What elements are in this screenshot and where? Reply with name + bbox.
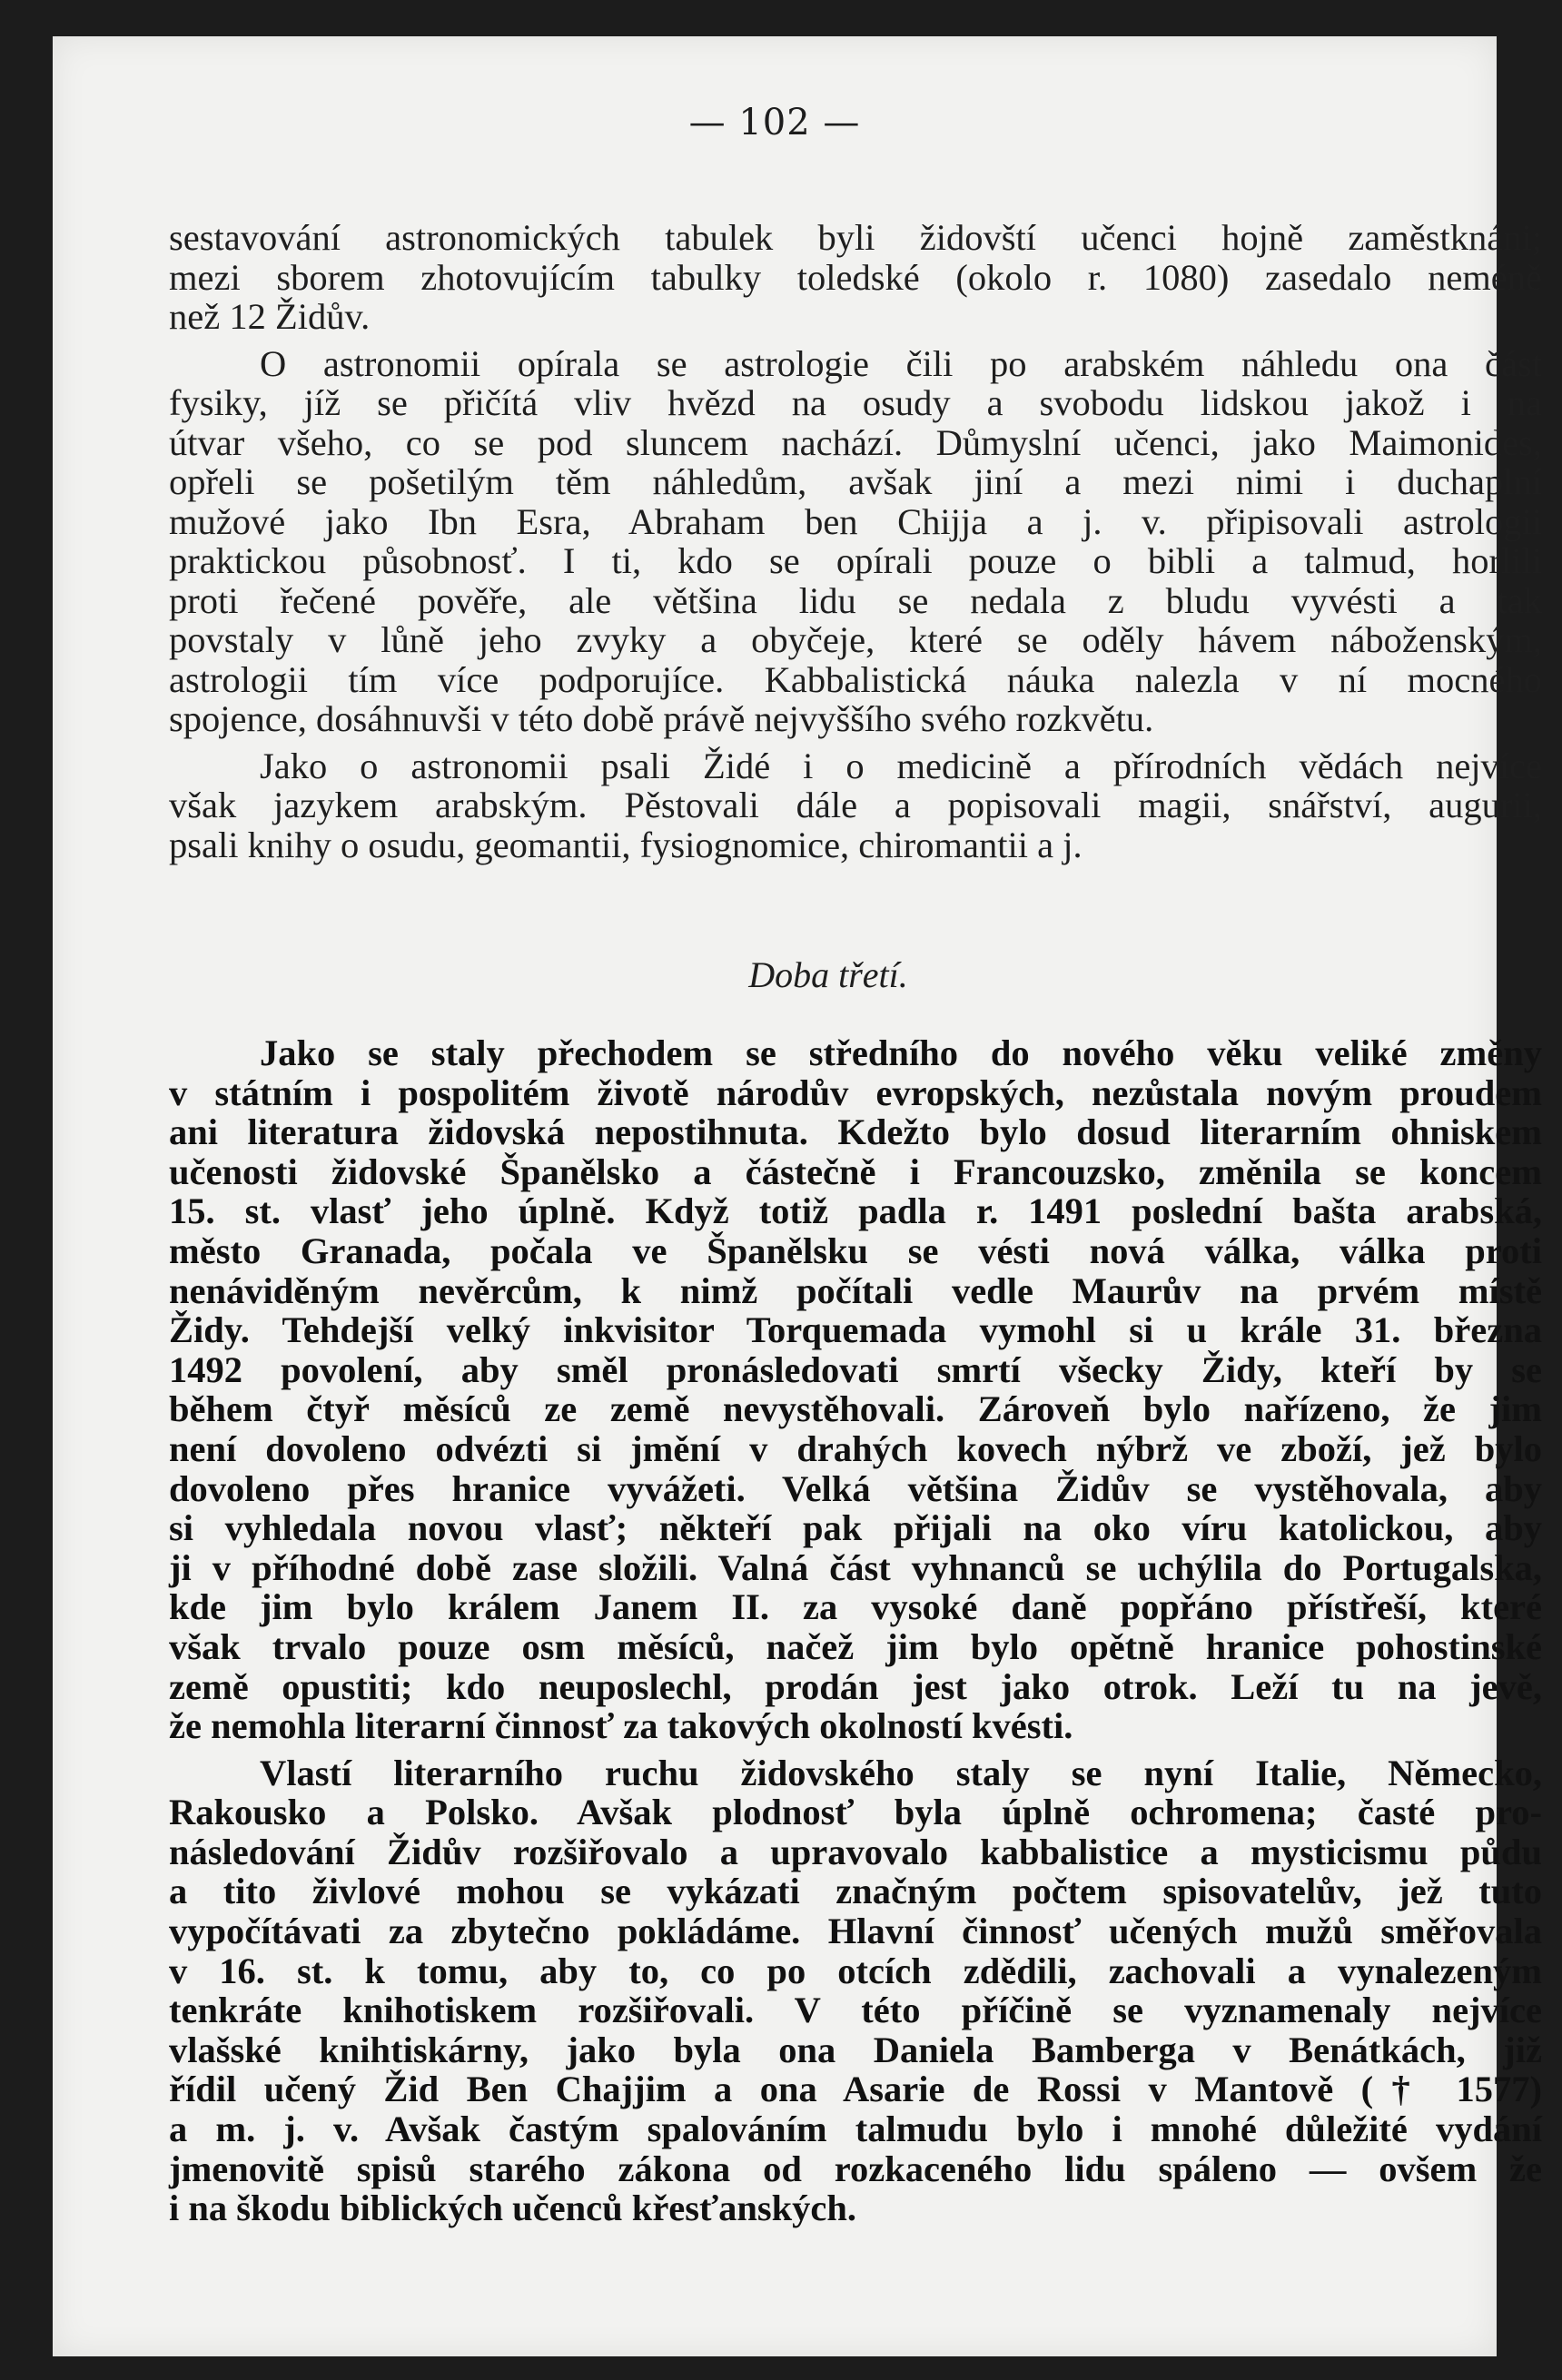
lower-text-block <box>169 1033 1542 2228</box>
text-line: povstaly v lůně jeho zvyky a obyčeje, které se oděly hávem náboženským, <box>169 619 1542 660</box>
page-number: — 102 — <box>688 102 861 143</box>
text-line: praktickou působnosť. I ti, kdo se opírali pouze o bibli a talmud, horlili <box>169 540 1542 581</box>
section-heading: Doba třetí. <box>748 954 908 995</box>
text-line: psali knihy o osudu, geomantii, fysiognomice, chiromantii a j. <box>169 824 1083 865</box>
text-line: než 12 Židův. <box>169 296 371 337</box>
text-line: si vyhledala novou vlasť; někteří pak přijali na oko víru katolickou, aby <box>169 1507 1542 1549</box>
text-line: mezi sborem zhotovujícím tabulky toledské (okolo r. 1080) zasedalo neméně <box>169 256 1542 298</box>
text-line: město Granada, počala ve Španělsku se vésti nová válka, válka proti <box>169 1230 1542 1271</box>
text-line: není dovoleno odvézti si jmění v drahých kovech nýbrž ve zboží, jež bylo <box>169 1427 1542 1469</box>
book-page <box>53 36 1542 2356</box>
text-line: však jazykem arabským. Pěstovali dále a popisovali magii, snářství, augurii, <box>169 785 1542 825</box>
text-line: útvar všeho, co se pod sluncem nachází. Důmyslní učenci, jako Maimonides, <box>169 421 1542 463</box>
text-line: Vlastí literarního ruchu židovského staly se nyní Italie, Německo, <box>260 1752 1542 1793</box>
text-line: následování Židův rozšiřovalo a upravovalo kabbalistice a mysticismu půdu <box>169 1831 1542 1872</box>
text-line: v státním i pospolitém životě národův evropských, nezůstala novým proudem <box>169 1071 1542 1113</box>
paragraph <box>169 1753 1542 2228</box>
text-line: v 16. st. k tomu, aby to, co po otcích zdědili, zachovali a vynalezeným <box>169 1950 1542 1991</box>
text-line: však trvalo pouze osm měsíců, načež jim bylo opětně hranice pohostinské <box>169 1625 1542 1667</box>
text-line: sestavování astronomických tabulek byli židovští učenci hojně zaměstknáni; <box>169 217 1542 258</box>
text-line: vlašské knihtiskárny, jako byla ona Daniela Bamberga v Benátkách, již <box>169 2029 1542 2070</box>
text-line: Židy. Tehdejší velký inkvisitor Torquemada vymohl si u krále 31. března <box>169 1309 1542 1351</box>
text-line: ani literatura židovská nepostihnuta. Kdežto bylo dosud literarním ohniskem <box>169 1111 1542 1153</box>
text-line: opřeli se pošetilým těm náhledům, avšak jiní a mezi nimi i duchaplní <box>169 461 1542 502</box>
text-line: tenkráte knihotiskem rozšiřovali. V této příčině se vyznamenaly nejvíce <box>169 1990 1542 2031</box>
text-line: učenosti židovské Španělsko a částečně i Francouzsko, změnila se koncem <box>169 1150 1542 1192</box>
text-line: astrologii tím více podporujíce. Kabbalistická náuka nalezla v ní mocného <box>169 658 1542 700</box>
text-line: během čtyř měsíců ze země nevystěhovali. Zároveň bylo nařízeno, že jim <box>169 1388 1542 1430</box>
paragraph <box>169 344 1542 739</box>
text-line: proti řečené pověře, ale většina lidu se nedala z bludu vyvésti a tak <box>169 579 1542 621</box>
text-line: nenáviděným nevěrcům, k nimž počítali vedle Maurův na prvém místě <box>169 1269 1542 1311</box>
text-line: a m. j. v. Avšak častým spalováním talmudu bylo i mnohé důležité vydání <box>169 2108 1542 2150</box>
text-line: a tito živlové mohou se vykázati značným počtem spisovatelův, jež tuto <box>169 1871 1542 1912</box>
text-line: 15. st. vlasť jeho úplně. Když totiž padla r. 1491 poslední bašta arabská, <box>169 1190 1542 1232</box>
text-line: 1492 povolení, aby směl pronásledovati smrtí všecky Židy, kteří by se <box>169 1348 1542 1390</box>
text-line: spojence, dosáhnuvši v této době právě nejvyššího svého rozkvětu. <box>169 698 1154 739</box>
text-line: země opustiti; kdo neuposlechl, prodán jest jako otrok. Leží tu na jevě, <box>169 1665 1542 1707</box>
text-line: kde jim bylo králem Janem II. za vysoké daně popřáno přístřeší, které <box>169 1586 1542 1628</box>
text-line: Rakousko a Polsko. Avšak plodnosť byla úplně ochromena; časté pro- <box>169 1792 1542 1833</box>
text-line: řídil učený Žid Ben Chajjim a ona Asarie de Rossi v Mantově († 1577) <box>169 2069 1542 2110</box>
text-line: Jako o astronomii psali Židé i o medicině a přírodních vědách nejvíce <box>260 745 1542 786</box>
paragraph <box>169 1033 1542 1746</box>
text-line: i na škodu biblických učenců křesťanských. <box>169 2187 857 2229</box>
paragraph <box>169 746 1542 865</box>
text-line: že nemohla literarní činnosť za takových okolností kvésti. <box>169 1705 1073 1747</box>
text-line: vypočítávati za zbytečno pokládáme. Hlavní činnosť učených mužů směřovala <box>169 1911 1542 1952</box>
text-line: dovoleno přes hranice vyvážeti. Velká většina Židův se vystěhovala, aby <box>169 1467 1542 1509</box>
text-line: O astronomii opírala se astrologie čili po arabském náhledu ona část <box>260 342 1542 384</box>
paragraph <box>169 218 1542 337</box>
text-line: fysiky, jíž se přičítá vliv hvězd na osudy a svobodu lidskou jakož i na <box>169 382 1542 423</box>
upper-text-block <box>169 218 1542 864</box>
text-line: jmenovitě spisů starého zákona od rozkaceného lidu spáleno — ovšem že <box>169 2148 1542 2189</box>
text-line: mužové jako Ibn Esra, Abraham ben Chijja a j. v. připisovali astrologii <box>169 500 1542 542</box>
text-line: Jako se staly přechodem se středního do nového věku veliké změny <box>260 1032 1542 1073</box>
text-line: ji v příhodné době zase složili. Valná část vyhnanců se uchýlila do Portugalska, <box>169 1546 1542 1588</box>
